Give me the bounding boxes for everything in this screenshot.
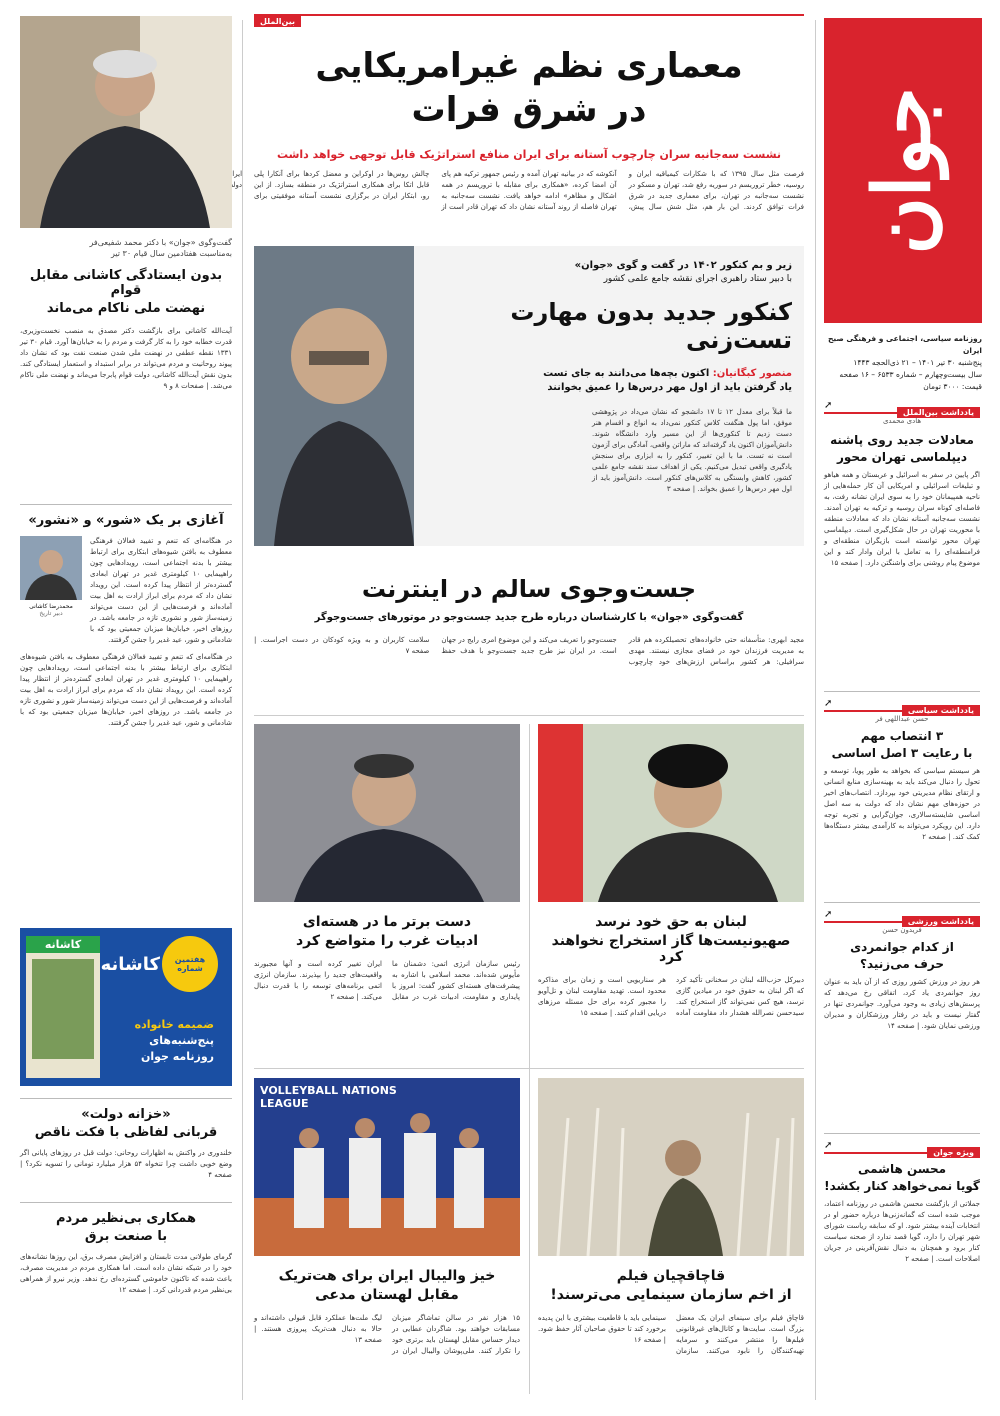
arrow-icon: ➚ (824, 698, 833, 709)
konkur-quote-name: منصور کبگانیان: (712, 368, 792, 379)
lebanon-body: دبیرکل حزب‌الله لبنان در سخنانی تأکید کرد که اگر لبنان به حقوق خود در میادین گازی نرسد، هیچ کس نمی‌تواند گاز استخراج کند. سیدحسن نصرالله هشدار داد مقاومت آماده هر سناریویی است و زمان برای مذاکره محدود است. تهدید مقاومت لبنان و تل‌آویو را مجبور کرده برای حل مسئله مرزهای دریایی اقدام کنند. | صفحه ۱۵ (538, 976, 804, 1017)
speaker-silhouette-icon (538, 724, 804, 902)
interviewee-silhouette-icon (20, 16, 232, 228)
interview-body: آیت‌الله کاشانی برای بازگشت دکتر مصدق به منصب نخست‌وزیری، قدرت خطابه خود را به کار گرفت و مردم را به خیابان‌ها آورد. قیام ۳۰ تیر ۱۳۳۱ نقطه عطفی در نهضت ملی شدن صنعت نفت بود که نشان داد پیوند روحانیت و مردم می‌تواند در برابر استبداد و استعمار ایستادگی کند. بدون نقش آیت‌الله کاشانی، دولت قوام پابرجا می‌ماند و نهضت ملی ناکام می‌شد. | صفحات ۸ و ۹ (20, 327, 232, 390)
konkur-photo (254, 246, 414, 546)
author-avatar-icon (20, 536, 82, 600)
lebanon-title-1: لبنان به حق خود نرسد (595, 914, 747, 930)
masthead-issue: سال بیست‌وچهارم – شماره ۶۵۳۳ – ۱۶ صفحه (839, 370, 982, 379)
film-photo (538, 1078, 804, 1256)
masthead-date: پنج‌شنبه ۳۰ تیر ۱۴۰۱ – ۲۱ ذی‌الحجه ۱۴۴۳ (853, 358, 982, 367)
nuclear-title-1: دست برتر ما در هسته‌ای (302, 914, 472, 930)
note-author: هادی محمدی (882, 417, 922, 425)
masthead-description: روزنامه سیاسی، اجتماعی و فرهنگی صبح ایران (828, 334, 982, 355)
masthead (824, 18, 982, 393)
shour-title: آغازی بر یک «شور» و «نشور» (28, 513, 224, 528)
kashaneh-badge: هفتمین شماره (162, 936, 218, 992)
note-tag-row (824, 1140, 980, 1157)
konkur-story (254, 246, 804, 546)
interview-caption-1: گفت‌وگوی «جوان» با دکتر محمد شفیعی‌فر (89, 238, 232, 247)
arrow-icon: ➚ (824, 909, 833, 920)
arrow-icon: ➚ (824, 1140, 833, 1151)
kashaneh-line-3: روزنامه جوان (140, 1050, 214, 1063)
official-silhouette-icon (254, 724, 520, 902)
shour-body: در هنگامه‌ای که تنعم و تفیید فعالان فرهنگی معطوف به بافتن شیوه‌های ابتکاری برای ارتباط بیشتر با بدنه اجتماعی است، رویدادهایی چون راهپیمایی ۱۰ کیلومتری غدیر در تهران ابعادی گسترده‌تر از انتظار پیدا کرده است. این رویداد نشان داد که مردم برای ابراز ارادت به اهل بیت آماده‌اند و فرصت‌هایی از این دست می‌تواند زمینه‌ساز شور و نشوری تازه در جامعه باشد. در روزهای اخیر، خیابان‌ها میزبان جمعیتی بود که با شادمانی و شور، عید غدیر را جشن گرفتند. (90, 537, 232, 644)
note-sport (824, 909, 980, 1127)
kashaneh-ad[interactable] (20, 928, 232, 1086)
note-title-1: معادلات جدید روی پاشنه (830, 433, 974, 447)
khazaneh-title-1: «خزانه دولت» (81, 1107, 171, 1122)
note-title-1: از کدام جوانمردی (850, 940, 954, 954)
note-tag-row (824, 909, 980, 926)
note-tag-row (824, 698, 980, 715)
note-body: اگر پایین در سفر به اسرائیل و عربستان و همه هیاهو و تبلیغات اسرائیلی و امریکایی آن کار حمله‌هایی از ناحیه همپیمانان خود را به سوی ایران نشانه رفت، به فاصله‌ای کوتاه سران روسیه و ترکیه به تهران آمدند. نشست سه‌جانبه آستانه نشان داد که معادلات منطقه با محوریت تهران در حال شکل‌گیری است. دیپلماسی تهران محور توانسته است بازیگران منطقه‌ای و فرامنطقه‌ای را به تعامل با ایران وادار کند و این موضوع پیام روشنی برای واشنگتن دارد. | صفحه ۱۵ (824, 471, 980, 567)
interview-photo (20, 16, 232, 228)
main-subtitle: نشست سه‌جانبه سران چارچوب آستانه برای ایران منافع استراتژیک قابل توجهی خواهد داشت (276, 148, 782, 161)
film-story (538, 1078, 804, 1395)
kashaneh-cover (26, 936, 100, 1078)
shour-body-continued: در هنگامه‌ای که تنعم و تفیید فعالان فرهنگی معطوف به بافتن شیوه‌های ابتکاری برای ارتباط بیشتر با بدنه اجتماعی است، رویدادهایی چون راهپیمایی ۱۰ کیلومتری غدیر در تهران ابعادی گسترده‌تر از انتظار پیدا کرده است. این رویداد نشان داد که مردم برای ابراز ارادت به اهل بیت آماده‌اند و فرصت‌هایی از این دست می‌تواند زمینه‌ساز شور و نشوری تازه در جامعه باشد. در روزهای اخیر، خیابان‌ها میزبان جمعیتی بود که با شادمانی و شور، عید غدیر را جشن گرفتند. (20, 653, 232, 727)
note-tag: ویژه جوان (927, 1147, 980, 1158)
note-tag: یادداشت ورزشی (902, 916, 980, 927)
main-title-2: در شرق فرات (411, 90, 647, 130)
note-title-2: حرف می‌زنید؟ (859, 957, 944, 971)
note-political (824, 698, 980, 896)
nuclear-story (254, 724, 520, 1041)
notes-column (824, 400, 980, 1349)
note-international (824, 400, 980, 685)
shour-author: محمدرضا کاشانی (29, 603, 73, 610)
konkur-title: کنکور جدید بدون مهارت تست‌زنی (510, 298, 792, 354)
masthead-price: قیمت: ۳۰۰۰ تومان (923, 382, 982, 391)
masthead-info (824, 333, 982, 393)
kashaneh-cover-title: کاشانه (26, 936, 100, 953)
konkur-kicker-2: با دبیر ستاد راهبری اجرای نقشه جامع علمی کشور (603, 274, 792, 284)
shour-author-photo (20, 536, 82, 600)
internet-body: مجید ابهری: متأسفانه حتی خانواده‌های تحصیلکرده هم قادر به مدیریت فرزندان خود در فضای مجازی نیستند. مهدی سرافیلی: هر کشور براساس ارزش‌های خود چارچوب جست‌وجو را تعریف می‌کند و این موضوع امری رایج در جهان است. در ایران نیز طرح جدید جست‌وجو با هدف حفظ سلامت کاربران و به ویژه کودکان در دست اجراست. | صفحه ۷ (254, 636, 804, 666)
film-title-1: قاچاقچیان فیلم (616, 1268, 726, 1284)
lebanon-story (538, 724, 804, 1057)
lebanon-title-2: صهیونیست‌ها گاز استخراج نخواهند کرد (551, 933, 791, 965)
bargh-title-1: همکاری بی‌نظیر مردم (56, 1211, 196, 1226)
kashaneh-name: کاشانه (100, 954, 160, 975)
section-tag: بین‌الملل (254, 16, 301, 27)
konkur-quote-2: یاد گرفتن باید از اول مهر درس‌ها را عمیق بخوانند (547, 382, 792, 393)
interview-title-1: بدون ایستادگی کاشانی مقابل قوام (29, 268, 223, 298)
interview-title-2: نهضت ملی ناکام می‌ماند (46, 301, 206, 316)
main-title-1: معماری نظم غیرامریکایی (315, 46, 743, 86)
person-silhouette-icon (254, 246, 414, 546)
internet-subtitle: گفت‌وگوی «جوان» با کارشناسان درباره طرح جدید جست‌وجو در موتورهای جست‌وجوگر (314, 612, 744, 623)
nuclear-title-2: ادبیات غرب را متواضع کرد (295, 933, 479, 949)
note-author: حسن عبداللهی فر (875, 715, 929, 723)
note-title-2: دیپلماسی تهران محور (836, 450, 968, 464)
kashaneh-line-1: ضمیمه خانواده (134, 1018, 214, 1031)
lebanon-photo (538, 724, 804, 902)
note-tag: یادداشت بین‌الملل (897, 407, 980, 418)
note-author: فریدون حسن (882, 926, 922, 934)
note-body: هر روز در ورزش کشور روزی که از آن باید به عنوان روز جوانمردی یاد کرد، اتفاقی رخ می‌دهد که پرسش‌های زیادی به وجود می‌آورد. جوانمردی تنها در گفتار نیست و باید در رفتار ورزشکاران و مدیران ورزشی نمایان شود. | صفحه ۱۴ (824, 978, 980, 1030)
bargh-title-2: با صنعت برق (84, 1229, 168, 1244)
arrow-icon: ➚ (824, 400, 833, 411)
volley-body: ۱۵ هزار نفر در سالن تماشاگر میزبان مسابقات خواهند بود. شاگردان عطایی در دیدار حساس مقابل لهستان باید برتری خود را تکرار کنند. ملی‌پوشان والیبال ایران در لیگ ملت‌ها عملکرد قابل قبولی داشته‌اند و حالا به دنبال هت‌تریک پیروزی هستند. | صفحه ۱۳ (254, 1314, 520, 1355)
note-title-1: ۳ انتصاب مهم (860, 729, 944, 743)
nuclear-body: رئیس سازمان انرژی اتمی: دشمنان ما مأیوس شده‌اند. محمد اسلامی با اشاره به پیشرفت‌های هسته‌ای کشور گفت: امروز با پایداری و مقاومت، ادبیات غرب در مقابل ایران تغییر کرده است و آنها مجبورند واقعیت‌های جدید را بپذیرند. سازمان انرژی اتمی برنامه‌های توسعه را با قدرت دنبال می‌کند. | صفحه ۲ (254, 960, 520, 1001)
main-body: فرصت مثل سال ۱۳۹۵ که با شکارات کیمیاقیه ایران و روسیه، خطر تروریسم در سوریه رفع شد، تهران و مسکو در نشست سه‌جانبه در تهران، برای معماری جدید در شرق فرات توافق کردند. این بار هم، مثل شش سال پیش، آنکوشه که در بیانیه تهران آمده و رئیس جمهور ترکیه هم پای آن امضا کرده، «همکاری برای مقابله با تروریسم در همه اشکال و مظاهر» ادامه خواهد یافت. نشست سه‌جانبه به تهران فاصله از روند آستانه نشان داد که تهران قادر است از چالش روس‌ها در اوکراین و معضل کردها برای آنکارا پلی قابل اتکا برای همکاری استراتژیک در منطقه بسازد. از این رو، ابتکار ایران در برگزاری نشست آستانه موفقیتی برای ایران دولت (226, 170, 805, 211)
note-title-2: گویا نمی‌خواهد کنار بکشد! (824, 1179, 980, 1193)
konkur-quote: اکنون بچه‌ها می‌دانند به جای تست (543, 368, 710, 379)
volley-banner: VOLLEYBALL NATIONS LEAGUE (260, 1084, 397, 1110)
kashaneh-line-2: پنج‌شنبه‌های (149, 1034, 214, 1047)
khazaneh-title-2: قربانی لفاظی با فکت ناقص (34, 1125, 218, 1140)
internet-story (254, 560, 804, 685)
note-tag-row (824, 400, 980, 417)
note-title-2: با رعایت ۳ اصل اساسی (831, 746, 973, 760)
volley-photo (254, 1078, 520, 1256)
main-story (226, 14, 805, 217)
konkur-kicker: زیر و بم کنکور ۱۴۰۲ در گفت و گوی «جوان» (574, 260, 792, 271)
masthead-logo-block (824, 18, 982, 323)
masthead-logo: جوان (857, 86, 948, 255)
khazaneh-body: خلندوری در واکنش به اظهارات روحانی: دولت قبل در روزهای پایانی اگر وضع خوبی داشت چرا تنخواه ۵۴ هزار میلیارد تومانی را تسویه نکرد؟ | صفحه ۴ (20, 1149, 232, 1179)
interview-caption-2: به‌مناسبت هفتادمین سال قیام ۳۰ تیر (110, 249, 232, 258)
note-body: جملاتی از بازگشت محسن هاشمی در روزنامه اعتماد، موجب شده است که گمانه‌زنی‌ها درباره حضور او در انتخابات آینده بیشتر شود. او که سابقه ریاست شورای شهر تهران را دارد، گویا قصد ندارد از صحنه سیاست کنار برود و همچنان به دنبال نقش‌آفرینی در جریان اصلاحات است. | صفحه ۲ (824, 1200, 980, 1263)
note-special (824, 1140, 980, 1349)
film-title-2: از اخم سازمان سینمایی می‌ترسند! (550, 1287, 792, 1303)
note-tag: یادداشت سیاسی (902, 705, 980, 716)
reeds-scene-icon (538, 1078, 804, 1256)
note-title-1: محسن هاشمی (857, 1162, 947, 1176)
left-column (20, 16, 232, 1344)
konkur-body: ما قبلاً برای معدل ۱۲ تا ۱۷ دانشجو که نشان می‌داد در پژوهشی موفق، اما پول هنگفت کلاس کنکور نمی‌داد به انواع و اقسام هنر دست زدیم تا کنکوری‌ها از این مسیر وارد دانشگاه شوند. دانش‌آموزان اکنون یاد گرفته‌اند که ماراتن واقعی، آمادگی برای آزمون است نه تست. ما با این تغییر، کنکور را به ابزاری برای سنجش یادگیری واقعی تبدیل می‌کنیم. یکی از اهداف سند نقشه جامع علمی کشور، کاهش وابستگی به کلاس‌های کنکور است. دانش‌آموز باید از اول مهر درس‌ها را عمیق بخواند. | صفحه ۳ (592, 408, 793, 493)
shour-author-role: دبیر تاریخ (39, 610, 63, 617)
note-body: هر سیستم سیاسی که بخواهد به طور پویا، توسعه و تحول را دنبال می‌کند باید به بهینه‌سازی منابع انسانی و ارتقای نظام مدیریتی خود بپردازد. انتصاب‌های اخیر در حوزه‌های مهم نشان داد که دولت به سه اصل اساسی شایسته‌سالاری، جوان‌گرایی و تجربه توجه دارد. این رویکرد می‌تواند به کارآمدی بیشتر دستگاه‌ها کمک کند. | صفحه ۲ (824, 767, 980, 841)
volley-story (254, 1078, 520, 1395)
volley-title-2: مقابل لهستان مدعی (315, 1287, 459, 1303)
film-body: قاچاق فیلم برای سینمای ایران یک معضل بزرگ است. سایت‌ها و کانال‌های غیرقانونی فیلم‌ها را منتشر می‌کنند و سرمایه تهیه‌کنندگان را نابود می‌کنند. سازمان سینمایی باید با قاطعیت بیشتری با این پدیده برخورد کند تا حقوق صاحبان آثار حفظ شود. | صفحه ۱۶ (538, 1314, 804, 1355)
nuclear-photo (254, 724, 520, 902)
internet-title: جست‌وجوی سالم در اینترنت (361, 575, 697, 603)
bargh-body: گرمای طولانی مدت تابستان و افزایش مصرف برق، این روزها نشانه‌های خود را در شبکه نشان داده است. اما همکاری مردم در مدیریت مصرف، باعث شده که تاکنون خاموشی گسترده‌ای رخ ندهد. وزیر نیرو از همراهی بی‌نظیر مردم قدردانی کرد. | صفحه ۱۲ (20, 1253, 232, 1294)
volley-title-1: خیز والیبال ایران برای هت‌تریک (278, 1268, 496, 1284)
